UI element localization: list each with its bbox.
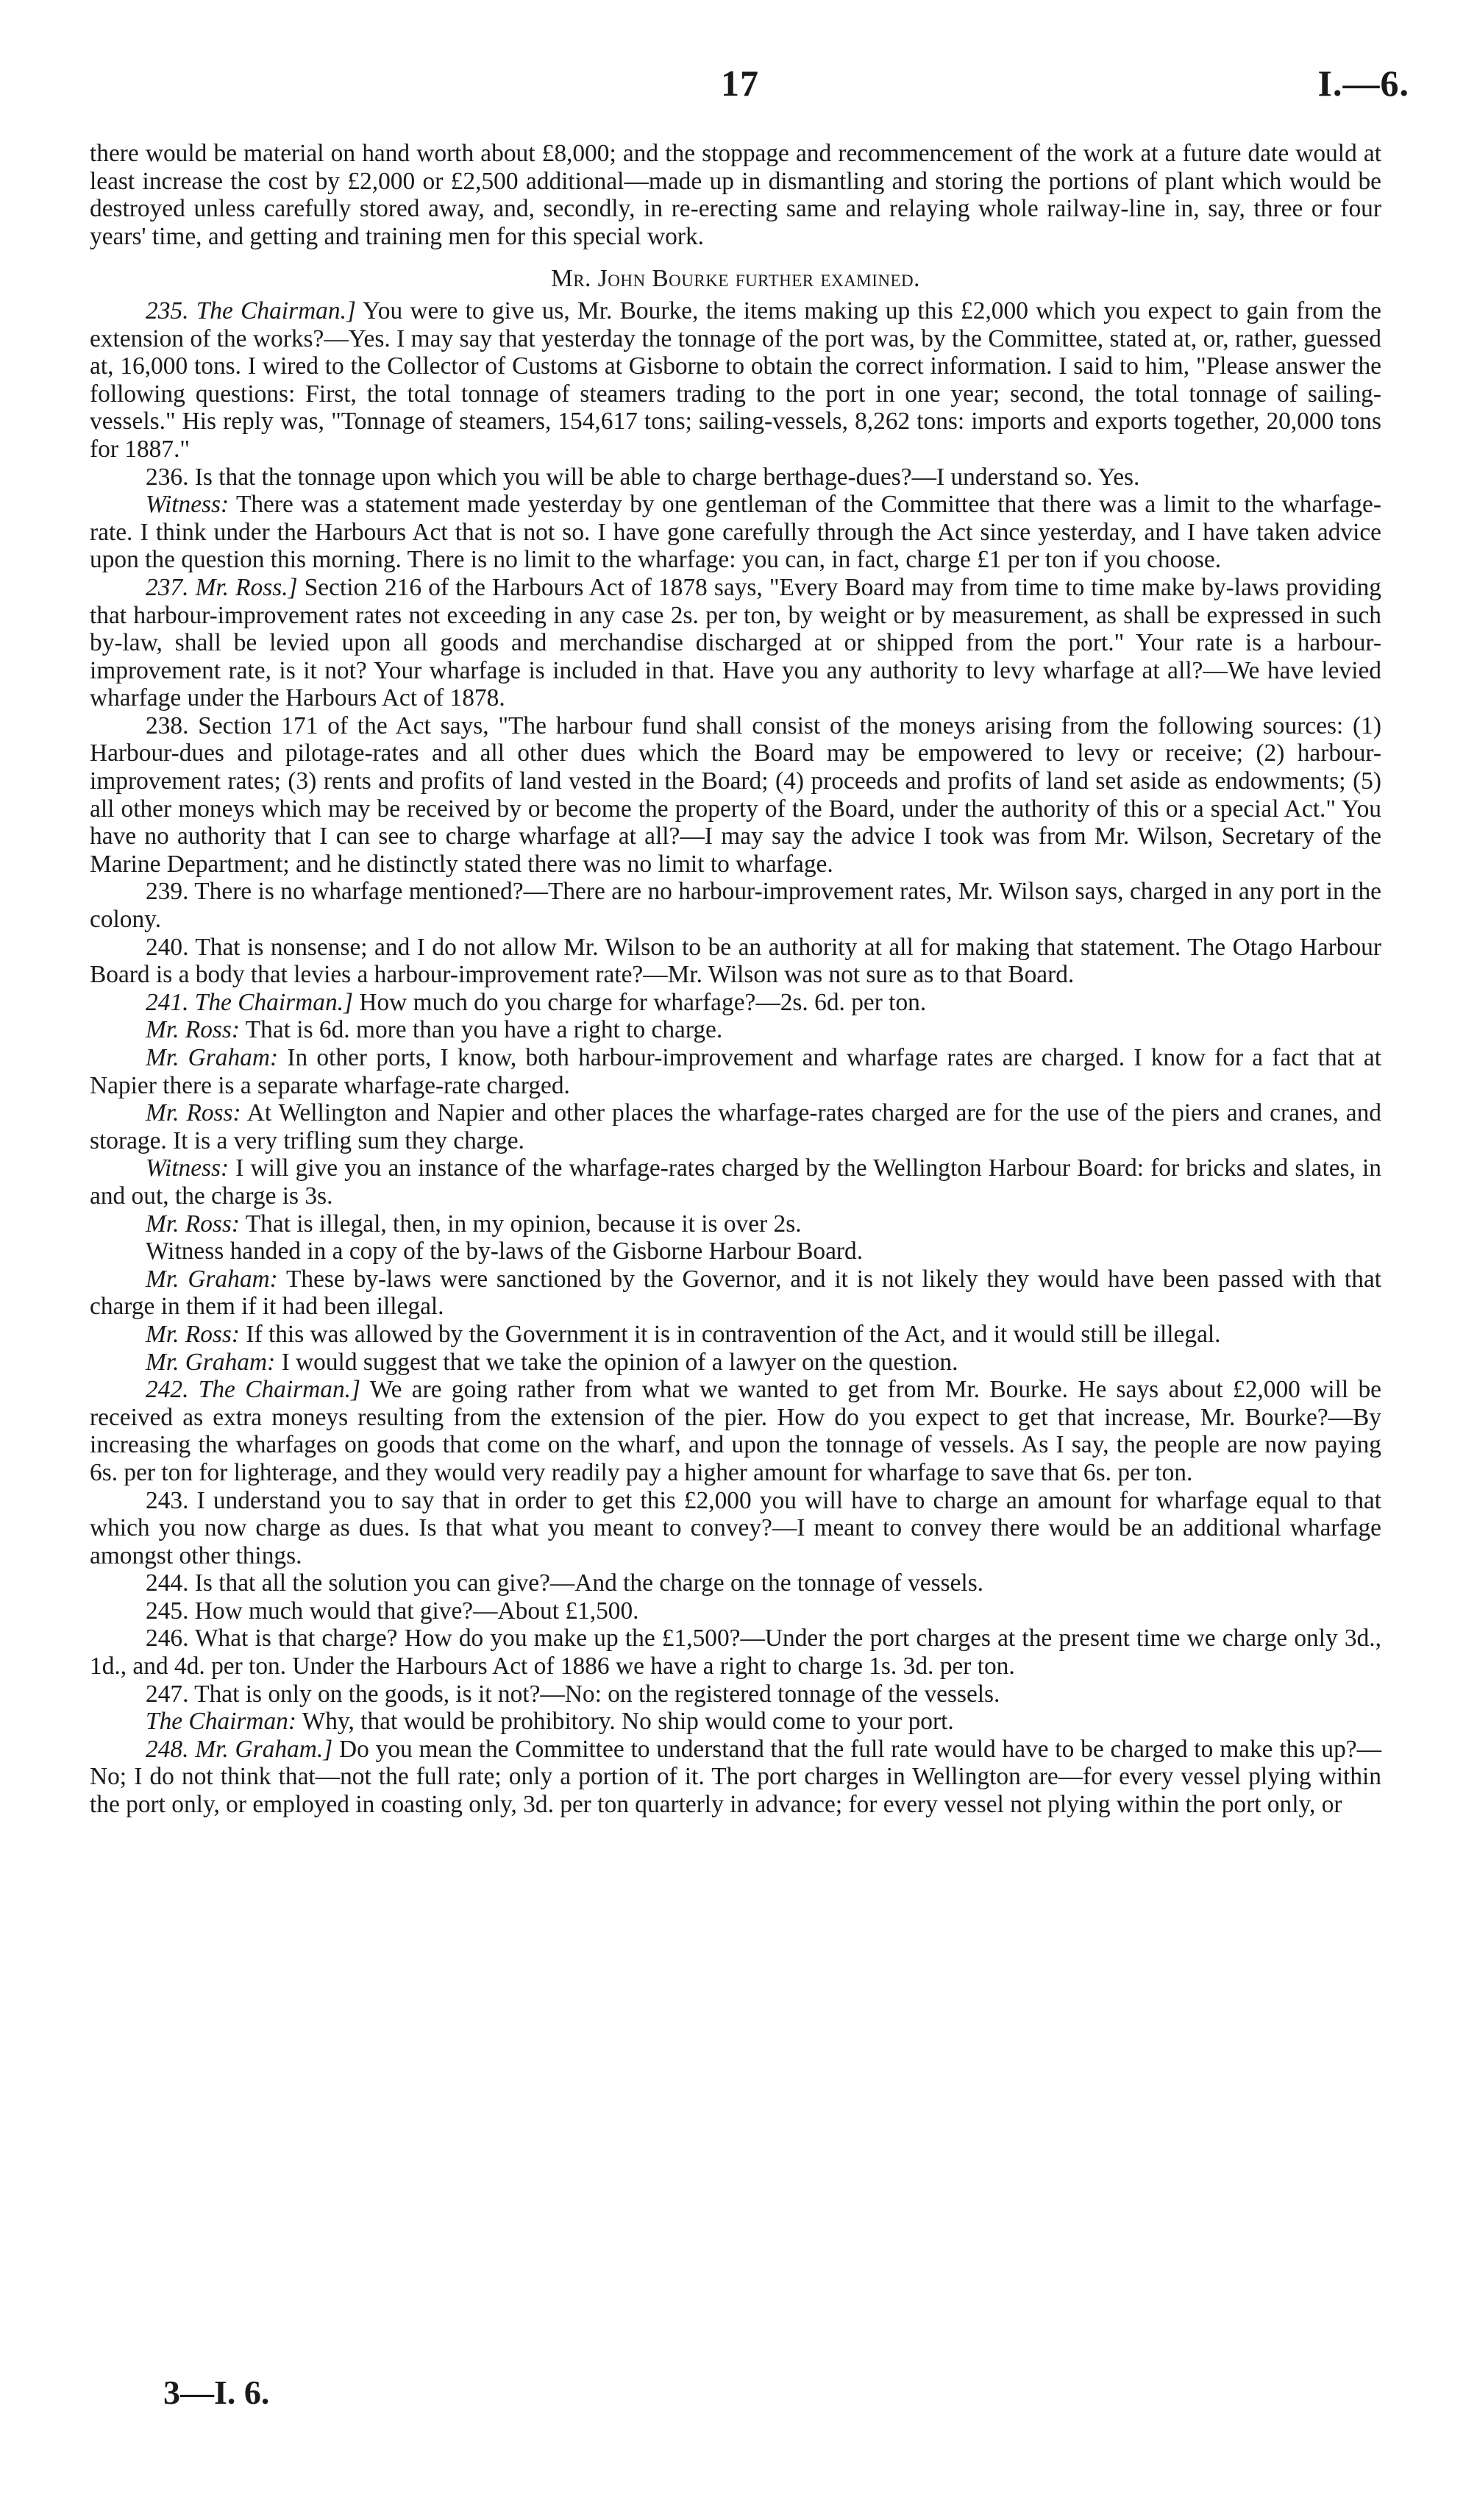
- paragraph: 246. What is that charge? How do you make up the £1,500?—Under the port charges at the present time we charge only 3d., 1d., and 4d. per ton. Under the Harbours Act of 1886 we have a right to charge 1s. 3d. per ton.: [90, 1625, 1381, 1680]
- printer-signature: 3—I. 6.: [163, 2374, 270, 2411]
- paragraph: 243. I understand you to say that in order to get this £2,000 you will have to charge an amount for wharfage equal to that which you now charge as dues. Is that what you meant to convey?—I meant to convey there would be an additional wharfage amongst other things.: [90, 1486, 1381, 1569]
- paragraph: Mr. Ross: That is 6d. more than you have a right to charge.: [146, 1016, 723, 1044]
- document-reference: I.—6.: [1317, 63, 1409, 104]
- paragraph: Mr. Ross: If this was allowed by the Government it is in contravention of the Act, and it would still be illegal.: [146, 1320, 1221, 1348]
- paragraph: Mr. Ross: At Wellington and Napier and other places the wharfage-rates charged are for the use of the piers and cranes, and storage. It is a very trifling sum they charge.: [90, 1099, 1381, 1154]
- paragraph: 239. There is no wharfage mentioned?—There are no harbour-improvement rates, Mr. Wilson says, charged in any port in the colony.: [90, 878, 1381, 934]
- paragraph: Witness handed in a copy of the by-laws of the Gisborne Harbour Board.: [146, 1238, 864, 1266]
- paragraph: Witness: I will give you an instance of the wharfage-rates charged by the Wellington Harbour Board: for bricks and slates, in and out, the charge is 3s.: [90, 1154, 1381, 1210]
- paragraph: 241. The Chairman.] How much do you charge for wharfage?—2s. 6d. per ton.: [146, 988, 927, 1016]
- paragraph: The Chairman: Why, that would be prohibitory. No ship would come to your port.: [146, 1708, 954, 1736]
- page-number: 17: [721, 63, 759, 104]
- body-text: [90, 140, 1381, 1819]
- paragraph: 240. That is nonsense; and I do not allow Mr. Wilson to be an authority at all for making that statement. The Otago Harbour Board is a body that levies a harbour-improvement rate?—Mr. Wilson was not sure as to that Board.: [90, 933, 1381, 989]
- paragraph: 238. Section 171 of the Act says, "The harbour fund shall consist of the moneys arising from the following sources: (1) Harbour-dues and pilotage-rates and all other dues which the Board may be empowered to levy or receive; (2) harbour-improvement rates; (3) rents and profits of land vested in the Board; (4) proceeds and profits of land set aside as endowments; (5) all other moneys which may be received by or become the property of the Board, under the authority of this or a special Act." You have no authority that I can see to charge wharfage at all?—I may say the advice I took was from Mr. Wilson, Secretary of the Marine Department; and he distinctly stated there was no limit to wharfage.: [90, 711, 1381, 878]
- paragraph: Mr. Graham: In other ports, I know, both harbour-improvement and wharfage rates are charged. I know for a fact that at Napier there is a separate wharfage-rate charged.: [90, 1044, 1381, 1099]
- paragraph: Mr. Ross: That is illegal, then, in my opinion, because it is over 2s.: [146, 1210, 802, 1238]
- section-heading: Mr. John Bourke further examined.: [551, 265, 920, 293]
- paragraph: there would be material on hand worth about £8,000; and the stoppage and recommencement of the work at a future date would at least increase the cost by £2,000 or £2,500 additional—made up in dismantling and storing the portions of plant which would be destroyed unless carefully stored away, and, secondly, in re-erecting same and relaying whole railway-line in, say, three or four years' time, and getting and training men for this special work.: [90, 140, 1381, 250]
- paragraph: 242. The Chairman.] We are going rather from what we wanted to get from Mr. Bourke. He says about £2,000 will be received as extra moneys resulting from the extension of the pier. How do you expect to get that increase, Mr. Bourke?—By increasing the wharfages on goods that come on the wharf, and upon the tonnage of vessels. As I say, the people are now paying 6s. per ton for lighterage, and they would very readily pay a higher amount for wharfage to save that 6s. per ton.: [90, 1376, 1381, 1486]
- paragraph: 247. That is only on the goods, is it not?—No: on the registered tonnage of the vessels.: [146, 1680, 1000, 1708]
- paragraph: Mr. Graham: These by-laws were sanctioned by the Governor, and it is not likely they would have been passed with that charge in them if it had been illegal.: [90, 1265, 1381, 1321]
- paragraph: 237. Mr. Ross.] Section 216 of the Harbours Act of 1878 says, "Every Board may from time to time make by-laws providing that harbour-improvement rates not exceeding in any case 2s. per ton, by weight or by measurement, as shall be expressed in such by-law, shall be levied upon all goods and merchandise discharged at or shipped from the port." Your rate is a harbour-improvement rate, is it not? Your wharfage is included in that. Have you any authority to levy wharfage at all?—We have levied wharfage under the Harbours Act of 1878.: [90, 573, 1381, 712]
- paragraph: 244. Is that all the solution you can give?—And the charge on the tonnage of vessels.: [146, 1569, 984, 1597]
- paragraph: 248. Mr. Graham.] Do you mean the Committee to understand that the full rate would have to be charged to make this up?—No; I do not think that—not the full rate; only a portion of it. The port charges in Wellington are—for every vessel plying within the port only, or employed in coasting only, 3d. per ton quarterly in advance; for every vessel not plying within the port only, or: [90, 1735, 1381, 1819]
- paragraph: Mr. Graham: I would suggest that we take the opinion of a lawyer on the question.: [146, 1348, 958, 1376]
- paragraph: 235. The Chairman.] You were to give us, Mr. Bourke, the items making up this £2,000 which you expect to gain from the extension of the works?—Yes. I may say that yesterday the tonnage of the port was, by the Committee, stated at, or, rather, guessed at, 16,000 tons. I wired to the Collector of Customs at Gisborne to obtain the correct information. I said to him, "Please answer the following questions: First, the total tonnage of steamers trading to the port in one year; second, the total tonnage of sailing-vessels." His reply was, "Tonnage of steamers, 154,617 tons; sailing-vessels, 8,262 tons: imports and exports together, 20,000 tons for 1887.": [90, 297, 1381, 463]
- paragraph: 236. Is that the tonnage upon which you will be able to charge berthage-dues?—I understand so. Yes.: [146, 463, 1140, 491]
- paragraph: Witness: There was a statement made yesterday by one gentleman of the Committee that there was a limit to the wharfage-rate. I think under the Harbours Act that is not so. I have gone carefully through the Act since yesterday, and I have taken advice upon the question this morning. There is no limit to the wharfage: you can, in fact, charge £1 per ton if you choose.: [90, 491, 1381, 574]
- paragraph: 245. How much would that give?—About £1,500.: [146, 1597, 639, 1625]
